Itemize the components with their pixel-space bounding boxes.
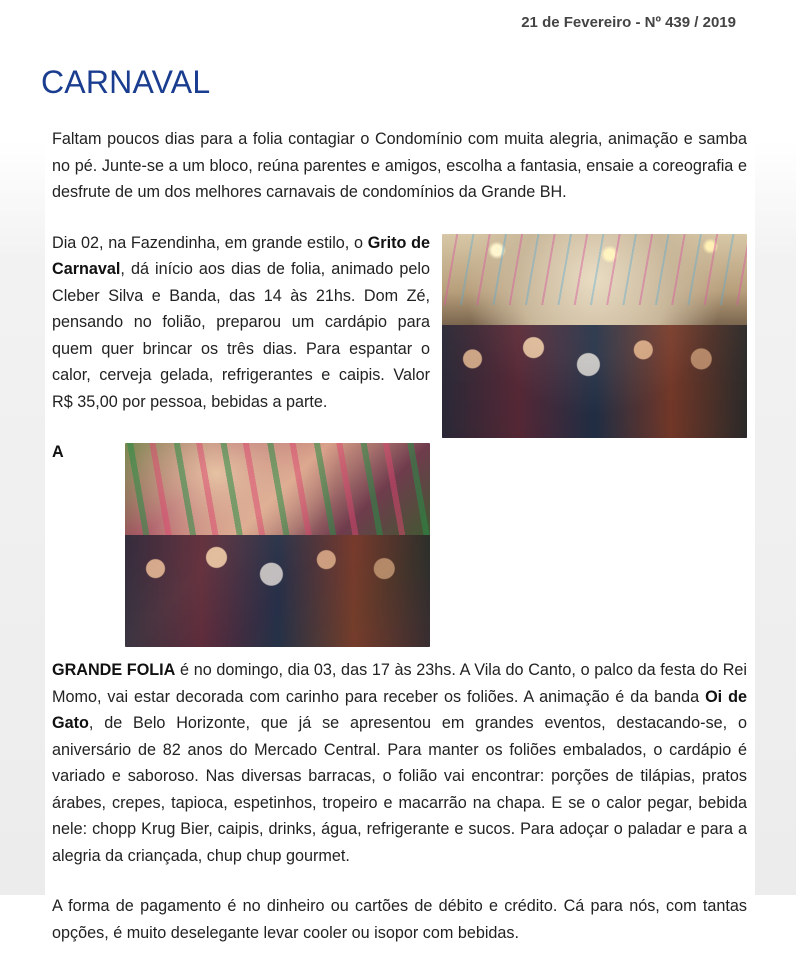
party-photo-grito <box>442 234 747 438</box>
folia-bold: A GRANDE FOLIA <box>52 443 176 679</box>
folia-text-after: , de Belo Horizonte, que já se apresentou em grandes eventos, destacando-se, o aniversário de 82 anos do Mercado Central. Para manter os foliões embalados, o cardápio é variado e saboroso. Nas diversas barracas, o folião vai encontrar: porções de tilápias, pratos árabes, crepes, tapioca, espetinhos, tropeiro e macarrão na chapa. E se o calor pegar, bebida nele: chopp Krug Bier, caipis, drinks, água, refrigerante e sucos. Para adoçar o paladar e para a alegria da criançada, chup chup gourmet. <box>52 714 747 865</box>
grito-paragraph <box>52 230 747 416</box>
grito-bold: Grito de Carnaval <box>52 233 430 278</box>
grito-text-before: Dia 02, na Fazendinha, em grande estilo, o <box>52 233 368 252</box>
party-photo-folia <box>125 443 430 647</box>
grito-text-after: , dá início aos dias de folia, animado pelo Cleber Silva e Banda, das 14 às 21hs. Dom Zé, pensando no folião, preparou um cardápio para quem quer brincar os três dias. Para espantar o calor, cerveja gelada, refrigerantes e caipis. Valor R$ 35,00 por pessoa, bebidas a parte. <box>52 260 430 411</box>
folia-text-mid: é no domingo, dia 03, das 17 às 23hs. A Vila do Canto, o palco da festa do Rei Momo, vai estar decorada com carinho para receber os foliões. A animação é da banda <box>52 661 747 706</box>
folia-paragraph <box>52 439 747 869</box>
payment-paragraph: A forma de pagamento é no dinheiro ou cartões de débito e crédito. Cá para nós, com tantas opções, é muito deselegante levar cooler ou isopor com bebidas. <box>52 897 747 942</box>
article-body <box>52 126 747 970</box>
intro-paragraph: Faltam poucos dias para a folia contagiar o Condomínio com muita alegria, animação e samba no pé. Junte-se a um bloco, reúna parentes e amigos, escolha a fantasia, ensaie a coreografia e desfrute de um dos melhores carnavais de condomínios da Grande BH. <box>52 130 747 201</box>
article-title: CARNAVAL <box>41 64 211 100</box>
band-name: Oi de Gato <box>52 687 747 732</box>
issue-date: 21 de Fevereiro - Nº 439 / 2019 <box>521 14 736 31</box>
